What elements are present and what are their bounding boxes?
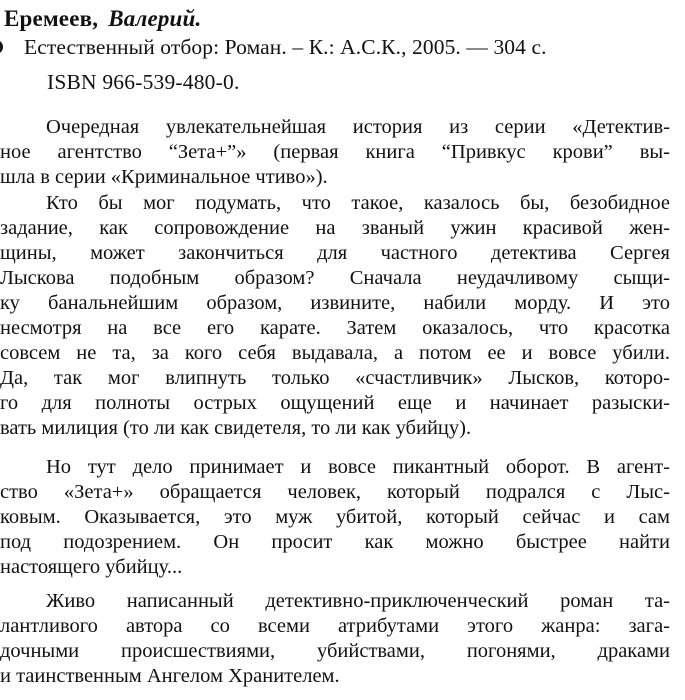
text-line: го для полноты острых ощущений еще и начинает разыски- xyxy=(0,392,670,414)
text-line: Кто бы мог подумать, что такое, казалось бы, безобидное xyxy=(46,192,670,214)
text-line: щины, может закончиться для частного детектива Сергея xyxy=(0,242,670,264)
margin-mark xyxy=(0,40,3,54)
text-line: несмотря на все его карате. Затем оказалось, что красотка xyxy=(0,317,670,339)
text-line: вать милиция (то ли как свидетеля, то ли как убийцу). xyxy=(0,417,472,439)
text-line: ку банальнейшим образом, извините, набили морду. И это xyxy=(0,292,670,314)
text-line: Лыскова подобным образом? Сначала неудачливому сыщи- xyxy=(0,267,670,289)
author-surname: Еремеев, xyxy=(4,6,99,31)
text-line: шла в серии «Криминальное чтиво»). xyxy=(0,166,328,188)
text-line: Живо написанный детективно-приключенческий роман та- xyxy=(46,590,670,612)
text-line: под подозрением. Он просит как можно быстрее найти xyxy=(0,531,670,553)
isbn-line: ISBN 966-539-480-0. xyxy=(47,70,240,94)
text-line: настоящего убийцу... xyxy=(0,556,183,578)
bibliographic-line: Естественный отбор: Роман. – К.: А.С.К., 2005. — 304 с. xyxy=(24,35,547,59)
text-line: лантливого автора со всеми атрибутами этого жанра: зага- xyxy=(0,615,670,637)
text-line: ство «Зета+» обращается человек, который подрался с Лыс- xyxy=(0,481,670,503)
text-line: ное агентство “Зета+”» (первая книга “Привкус крови” вы- xyxy=(0,141,670,163)
text-line: дочными происшествиями, убийствами, погонями, драками xyxy=(0,640,670,662)
text-line: задание, как сопровождение на званый ужин красивой жен- xyxy=(0,217,670,239)
text-line: и таинственным Ангелом Хранителем. xyxy=(0,665,340,687)
author-given-name: Валерий. xyxy=(108,6,202,31)
text-line: совсем не та, за кого себя выдавала, а потом ее и вовсе убили. xyxy=(0,342,670,364)
text-line: Но тут дело принимает и вовсе пикантный оборот. В агент- xyxy=(46,456,670,478)
text-line: Очередная увлекательнейшая история из серии «Детектив- xyxy=(46,116,670,138)
text-line: ковым. Оказывается, это муж убитой, который сейчас и сам xyxy=(0,506,670,528)
text-line: Да, так мог влипнуть только «счастливчик» Лысков, которо- xyxy=(0,367,670,389)
author-name xyxy=(4,6,202,32)
